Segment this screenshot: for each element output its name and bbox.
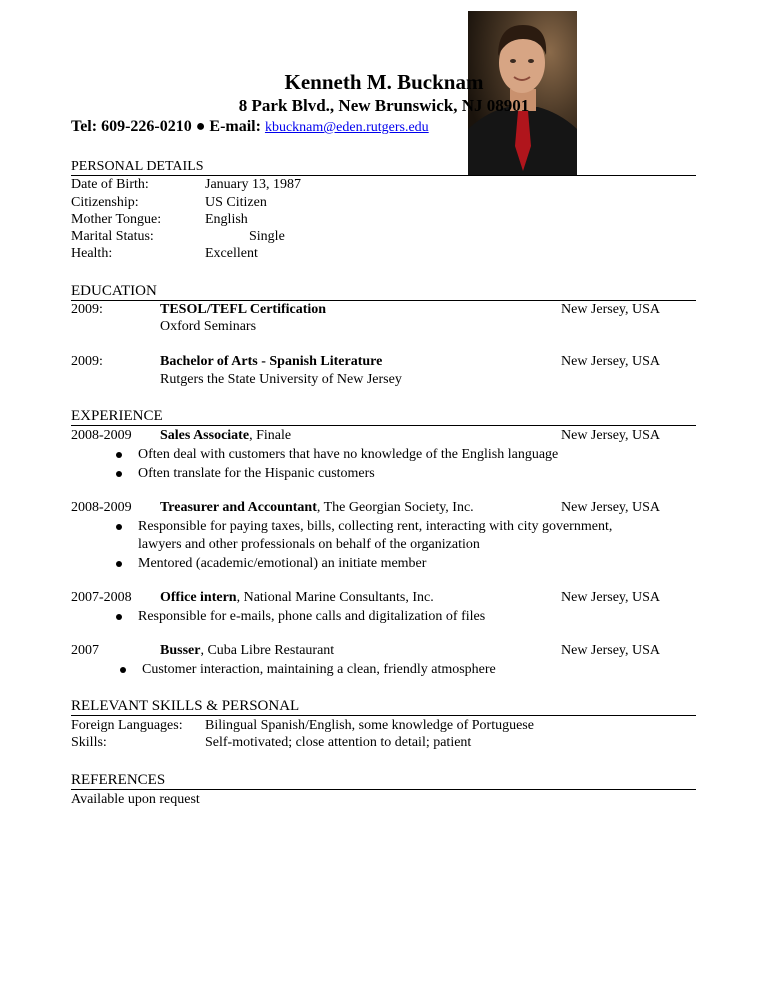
experience-role: Office intern: [160, 590, 237, 605]
skill-value: Bilingual Spanish/English, some knowledge of Portuguese: [205, 718, 534, 733]
section-title-personal: PERSONAL DETAILS: [71, 158, 696, 176]
bullet-icon: [116, 471, 122, 477]
phone-label: Tel: 609-226-0210 ● E-mail:: [71, 118, 261, 135]
education-school: Oxford Seminars: [160, 319, 257, 334]
experience-location: New Jersey, USA: [561, 590, 661, 605]
education-location: New Jersey, USA: [561, 354, 661, 369]
personal-value: US Citizen: [205, 195, 267, 210]
personal-label: Health:: [71, 246, 113, 261]
personal-label: Marital Status:: [71, 229, 154, 244]
experience-years: 2008-2009: [71, 428, 132, 443]
experience-org: , Finale: [249, 428, 292, 443]
education-degree: TESOL/TEFL Certification: [160, 302, 327, 317]
experience-bullet: Often deal with customers that have no knowledge of the English language: [138, 447, 559, 462]
experience-location: New Jersey, USA: [561, 500, 661, 515]
bullet-icon: [116, 614, 122, 620]
experience-years: 2007-2008: [71, 590, 132, 605]
experience-org: , Cuba Libre Restaurant: [200, 643, 335, 658]
experience-bullet: Customer interaction, maintaining a clean, friendly atmosphere: [142, 662, 496, 677]
skill-label: Foreign Languages:: [71, 718, 183, 733]
email-link[interactable]: kbucknam@eden.rutgers.edu: [264, 120, 429, 135]
experience-role: Busser: [160, 643, 201, 658]
bullet-icon: [120, 667, 126, 673]
personal-value: English: [205, 212, 248, 227]
education-year: 2009:: [71, 302, 103, 317]
contact-line: [71, 118, 429, 136]
education-location: New Jersey, USA: [561, 302, 661, 317]
references-text: Available upon request: [71, 792, 200, 807]
personal-label: Mother Tongue:: [71, 212, 162, 227]
education-school: Rutgers the State University of New Jersey: [160, 372, 402, 387]
experience-role: Treasurer and Accountant: [160, 500, 317, 515]
personal-value: January 13, 1987: [205, 177, 302, 192]
experience-location: New Jersey, USA: [561, 428, 661, 443]
bullet-icon: [116, 452, 122, 458]
experience-title: [160, 500, 474, 516]
experience-bullet: Often translate for the Hispanic customers: [138, 466, 375, 481]
candidate-name: Kenneth M. Bucknam: [284, 70, 484, 94]
section-title-education: EDUCATION: [71, 283, 696, 301]
experience-org: , National Marine Consultants, Inc.: [236, 590, 434, 605]
experience-years: 2008-2009: [71, 500, 132, 515]
experience-bullet: lawyers and other professionals on behalf of the organization: [138, 537, 480, 552]
experience-title: [160, 590, 434, 606]
experience-bullet: Mentored (academic/emotional) an initiate member: [138, 556, 427, 571]
bullet-icon: [116, 561, 122, 567]
personal-label: Citizenship:: [71, 195, 139, 210]
address: 8 Park Blvd., New Brunswick, NJ 08901: [238, 96, 530, 115]
section-title-skills: RELEVANT SKILLS & PERSONAL: [71, 698, 696, 716]
skill-label: Skills:: [71, 735, 107, 750]
experience-org: , The Georgian Society, Inc.: [316, 500, 474, 515]
personal-value: Single: [249, 229, 285, 244]
personal-value: Excellent: [205, 246, 258, 261]
experience-title: [160, 643, 334, 659]
experience-bullet: Responsible for paying taxes, bills, collecting rent, interacting with city government,: [138, 519, 613, 534]
education-degree: Bachelor of Arts - Spanish Literature: [160, 354, 383, 369]
experience-location: New Jersey, USA: [561, 643, 661, 658]
section-title-experience: EXPERIENCE: [71, 408, 696, 426]
experience-role: Sales Associate: [160, 428, 250, 443]
education-year: 2009:: [71, 354, 103, 369]
section-title-references: REFERENCES: [71, 772, 696, 790]
experience-years: 2007: [71, 643, 99, 658]
personal-label: Date of Birth:: [71, 177, 149, 192]
skill-value: Self-motivated; close attention to detail; patient: [205, 735, 472, 750]
bullet-icon: [116, 524, 122, 530]
experience-title: [160, 428, 291, 444]
experience-bullet: Responsible for e-mails, phone calls and digitalization of files: [138, 609, 486, 624]
